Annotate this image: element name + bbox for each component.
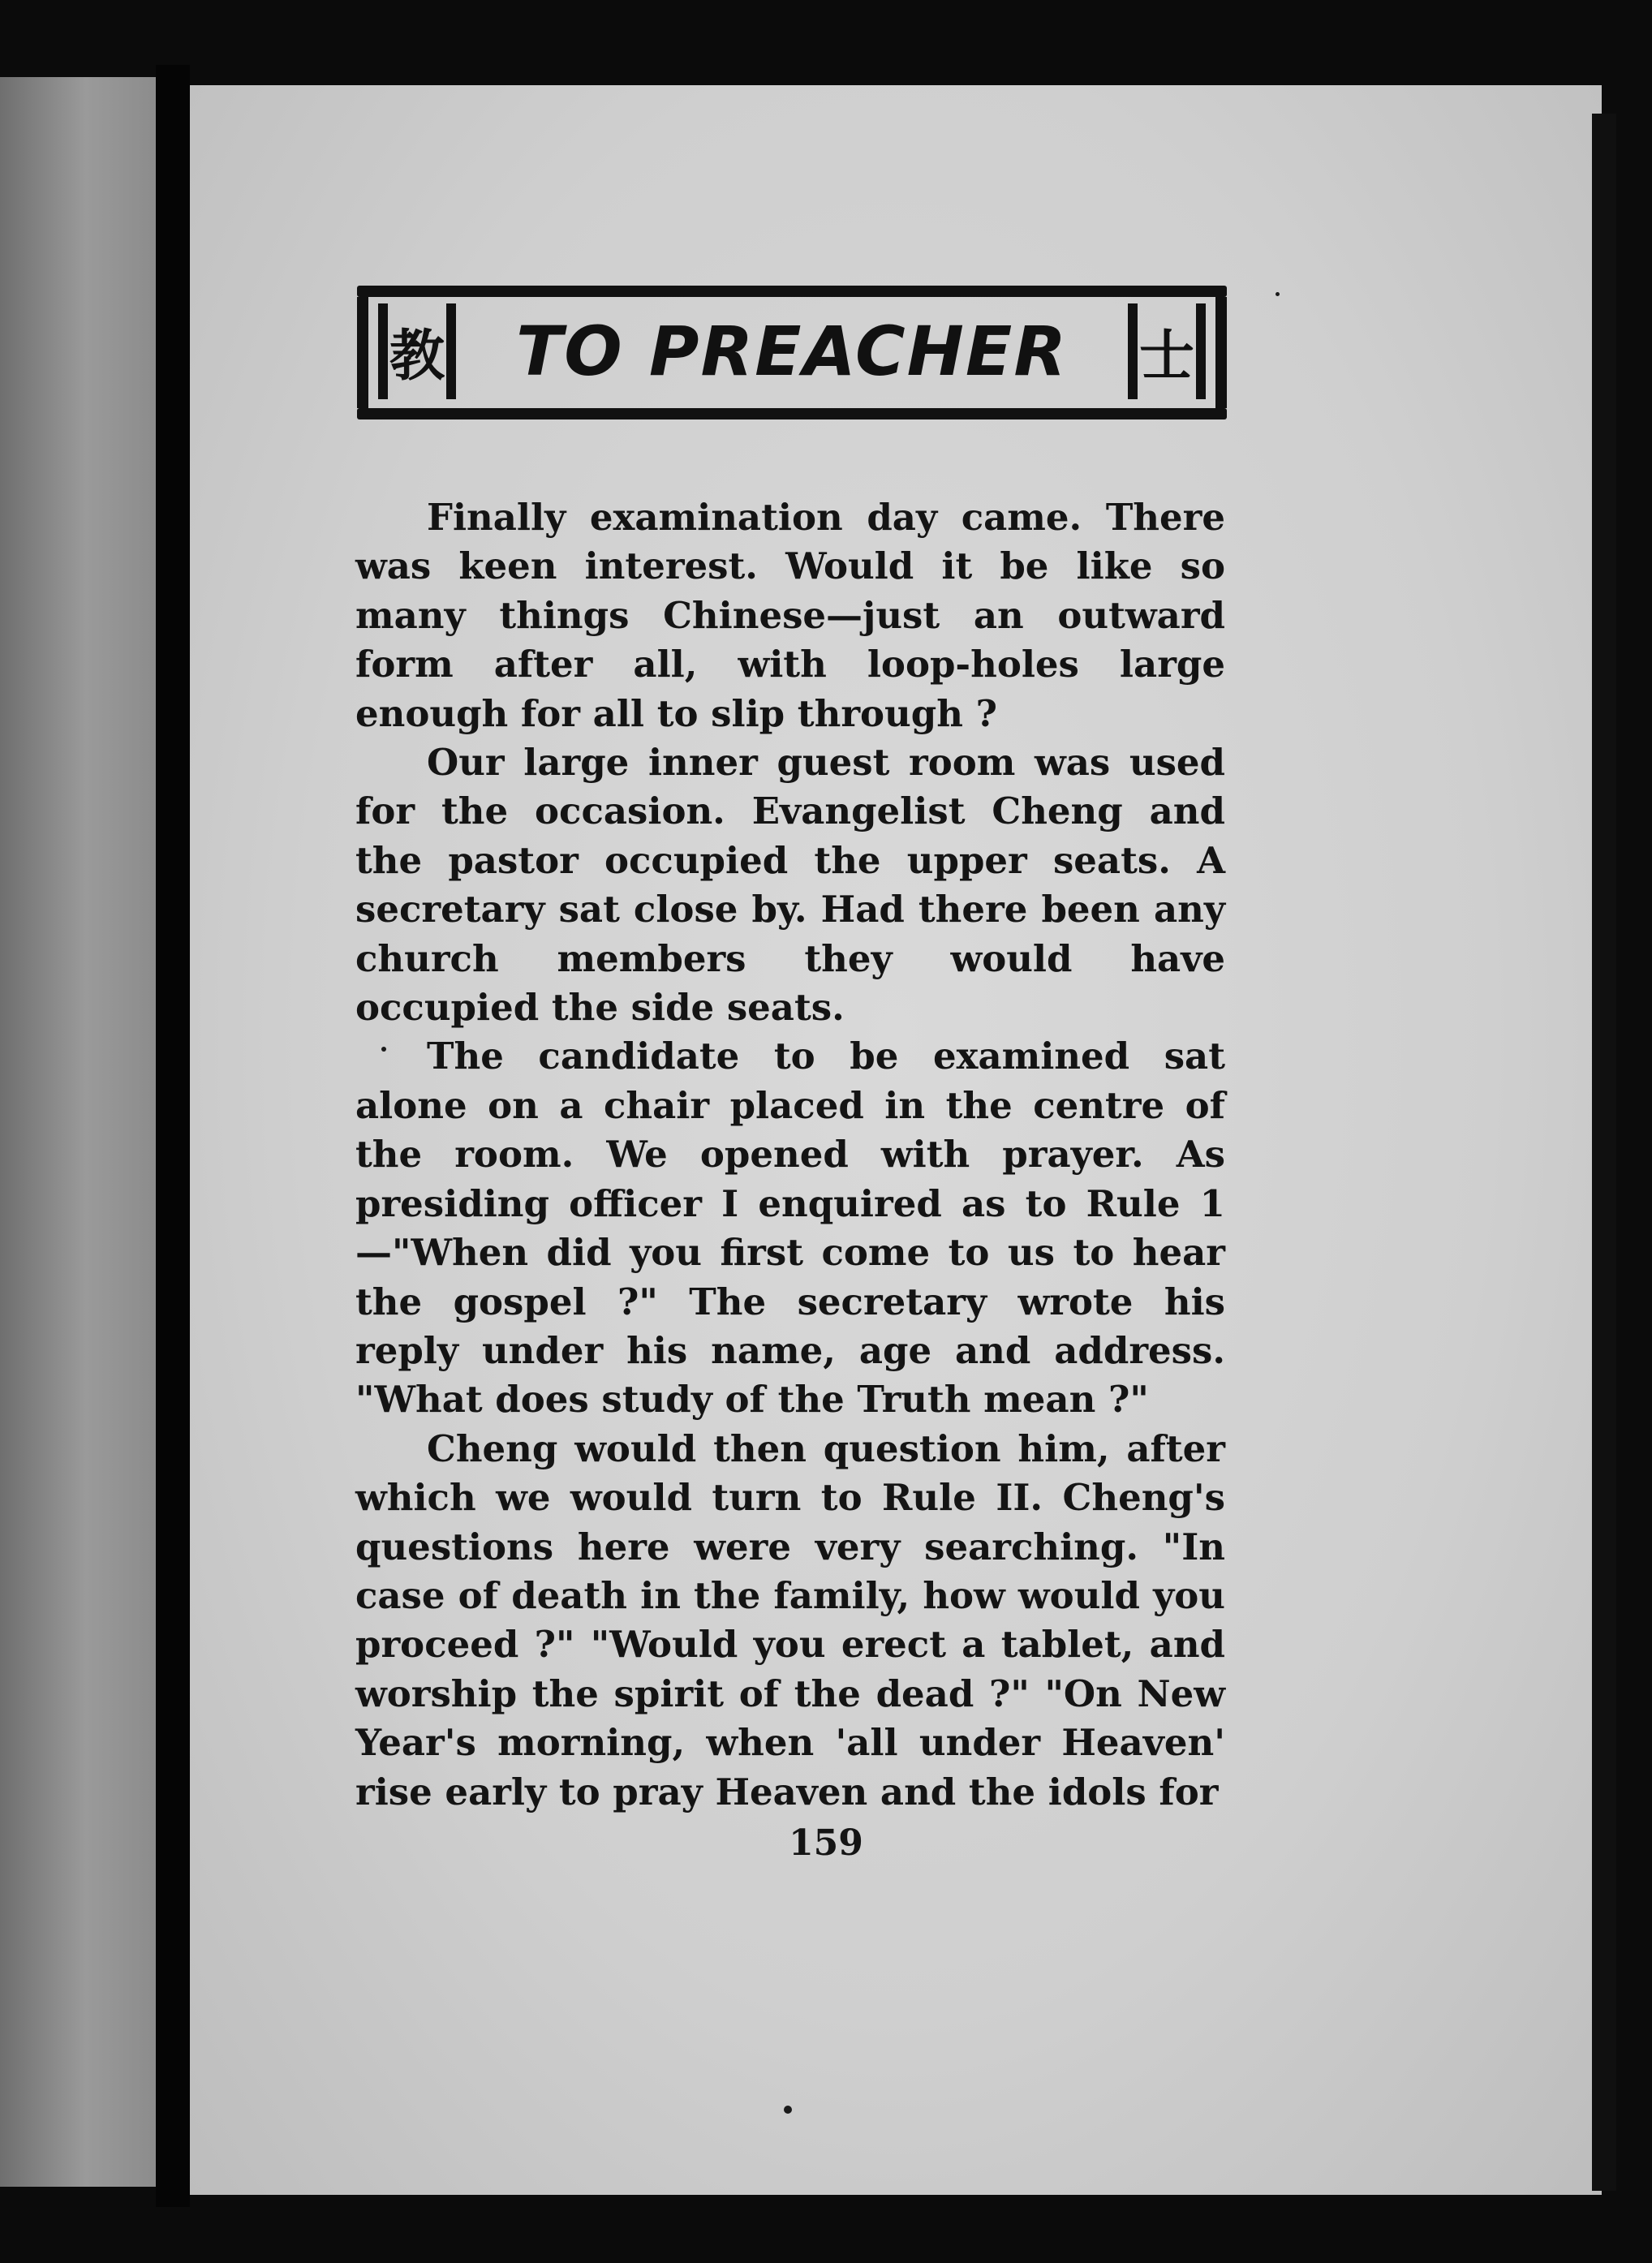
banner-right-post bbox=[1215, 297, 1227, 408]
print-speck bbox=[1276, 292, 1280, 296]
left-chinese-character: 教 bbox=[378, 303, 456, 399]
print-speck bbox=[381, 1047, 386, 1052]
page-number: 159 bbox=[789, 1822, 863, 1864]
page-right-edge bbox=[1592, 114, 1616, 2191]
right-chinese-character: 士 bbox=[1128, 303, 1206, 399]
paragraph: Our large inner guest room was used for the occasion. Evangelist Cheng and the pastor occupied the upper seats. A secretary sat close by. Had there been any church members they would have occupied the side seats. bbox=[355, 741, 1225, 1030]
paragraph: The candidate to be examined sat alone on a chair placed in the centre of the room. We opened with prayer. As presiding officer I enquired as to Rule 1—"When did you first come to us to hear the gospel ?" The secretary wrote his reply under his name, age and address. "What does study of the Truth mean ?" bbox=[355, 1035, 1225, 1422]
facing-page-edge bbox=[0, 77, 156, 2187]
paragraph: Finally examination day came. There was keen interest. Would it be like so many things Chinese—just an outward form after all, with loop-holes large enough for all to slip through ? bbox=[355, 496, 1225, 735]
banner-top-border bbox=[357, 286, 1227, 297]
print-speck bbox=[784, 2106, 792, 2114]
body-text bbox=[355, 493, 1225, 1817]
banner-left-post bbox=[357, 297, 368, 408]
banner-bottom-border bbox=[357, 408, 1227, 419]
chapter-title: TO PREACHER bbox=[515, 312, 1068, 391]
chapter-header-banner bbox=[357, 286, 1227, 419]
book-gutter bbox=[156, 65, 190, 2207]
paragraph: Cheng would then question him, after which we would turn to Rule II. Cheng's questions here were very searching. "In case of death in the family, how would you proceed ?" "Would you erect a tablet, and worship the spirit of the dead ?" "On New Year's morning, when 'all under Heaven' rise early to pray Heaven and the idols for bbox=[355, 1426, 1225, 1813]
